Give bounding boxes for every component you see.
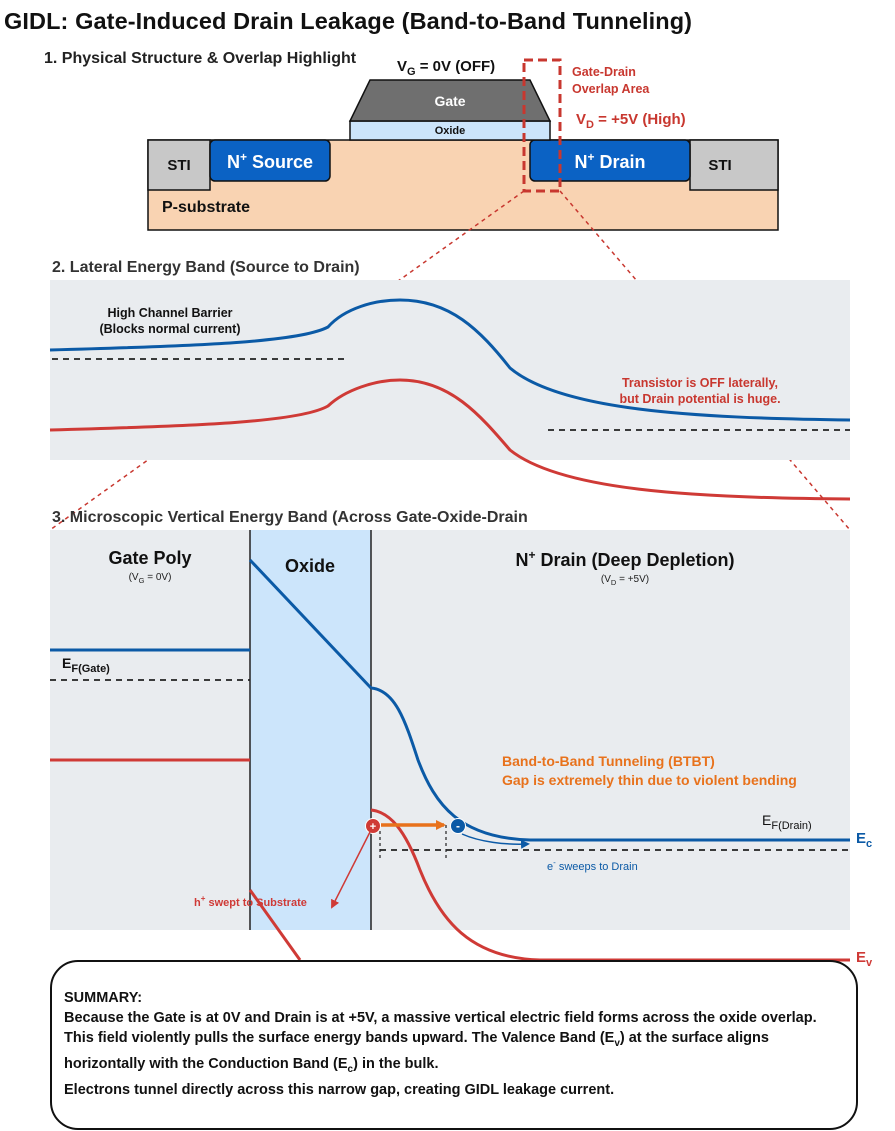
ev-label: $E_v$ <box>856 949 873 969</box>
electron-symbol: - <box>456 819 460 833</box>
section2-heading: 2. Lateral Energy Band (Source to Drain) <box>52 259 360 276</box>
electron-sweep-label: e- sweeps to Drain <box>547 858 638 873</box>
gate-poly-sublabel: $(V_G = 0V)$ <box>128 572 172 585</box>
barrier-label-1: High Channel Barrier <box>107 306 233 320</box>
page-title: GIDL: Gate-Induced Drain Leakage (Band-to-Band Tunneling) <box>4 8 693 34</box>
vertical-panel <box>50 530 850 930</box>
ec-label: $E_c$ <box>856 830 873 850</box>
source-label: N+ Source <box>226 150 314 172</box>
summary-paragraph-1: Because the Gate is at 0V and Drain is at +5V, a massive vertical electric field forms across the oxide overlap. <box>64 1010 817 1026</box>
summary-paragraph-2: This field violently pulls the surface energy bands upward. The Valence Band $(E_v)$ at the surface aligns horizontally with the Conduction Band $(E_c)$ in the bulk. <box>64 1030 769 1075</box>
section1-heading: 1. Physical Structure & Overlap Highlight <box>44 50 357 67</box>
vg-label: $V_G = 0V$ (OFF) <box>397 58 496 78</box>
btbt-label-2: Gap is extremely thin due to violent bending <box>502 772 797 788</box>
oxide-region-label: Oxide <box>284 556 336 576</box>
summary-box <box>50 960 858 1130</box>
oxide-label: Oxide <box>434 125 466 137</box>
section3-heading: 3. Microscopic Vertical Energy Band (Across Gate-Oxide-Drain <box>52 509 528 526</box>
drain-depletion-label: N+ Drain (Deep Depletion) <box>515 548 735 570</box>
ef-drain-label: $E_{F(Drain)}$ <box>762 812 812 832</box>
vd-label: $V_D = +5V$ (High) <box>576 111 686 131</box>
gate-label: Gate <box>434 93 466 109</box>
sti-right-label: STI <box>708 157 732 174</box>
summary-paragraph-3: Electrons tunnel directly across this narrow gap, creating GIDL leakage current. <box>64 1081 615 1098</box>
off-label-1: Transistor is OFF laterally, <box>621 376 779 390</box>
sti-left-label: STI <box>167 157 191 174</box>
sti-right <box>690 140 778 190</box>
barrier-label-2: (Blocks normal current) <box>99 322 241 336</box>
summary-heading: SUMMARY: <box>64 990 143 1006</box>
drain-label: N+ Drain <box>574 150 646 172</box>
hole-sweep-label: h+ swept to Substrate <box>194 894 307 909</box>
off-label-2: but Drain potential is huge. <box>619 392 781 406</box>
gate-poly-label: Gate Poly <box>108 548 192 568</box>
hole-symbol: + <box>369 821 377 833</box>
substrate-label: P-substrate <box>162 199 251 216</box>
overlap-label-2: Overlap Area <box>572 82 650 96</box>
ef-gate-label: $E_{F(Gate)}$ <box>62 655 110 675</box>
overlap-label-1: Gate-Drain <box>572 65 636 79</box>
btbt-label-1: Band-to-Band Tunneling (BTBT) <box>502 753 715 769</box>
oxide-region <box>250 530 371 930</box>
drain-depletion-sublabel: $(V_D = +5V)$ <box>600 574 650 587</box>
